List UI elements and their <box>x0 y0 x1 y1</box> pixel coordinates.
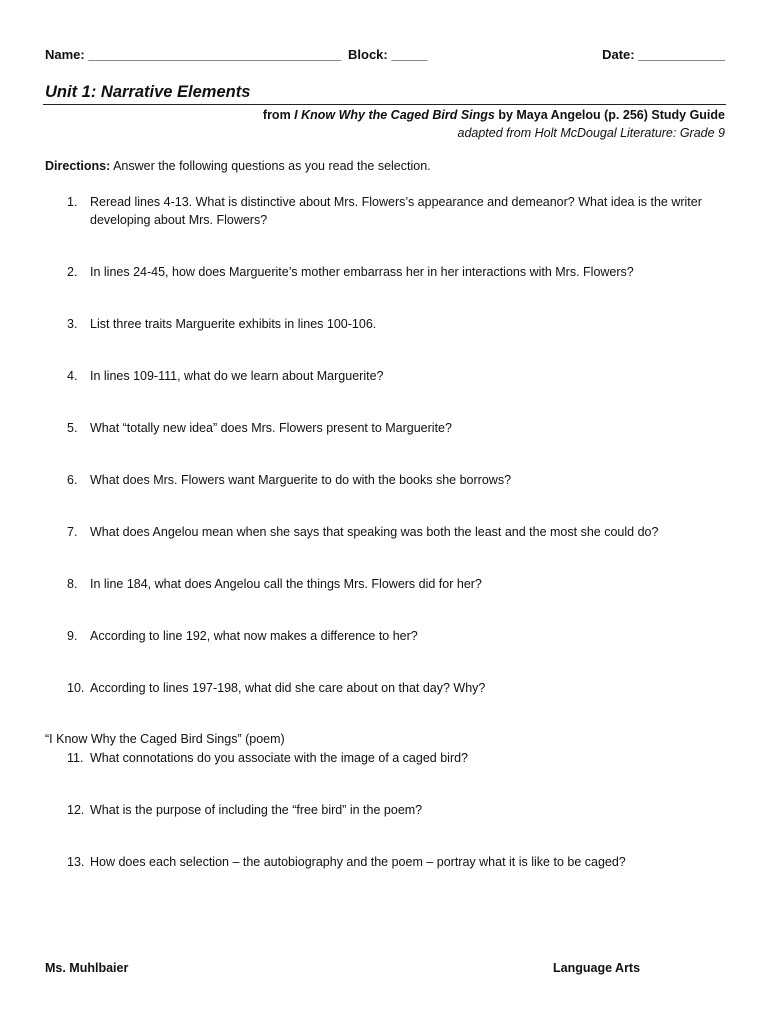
question-text: Reread lines 4-13. What is distinctive about Mrs. Flowers’s appearance and demeanor? What idea is the writer developing about Mrs. Flowers? <box>90 195 702 227</box>
question-number: 2. <box>67 265 78 279</box>
question-item <box>67 193 730 229</box>
question-text: What does Mrs. Flowers want Marguerite to do with the books she borrows? <box>90 473 512 487</box>
name-field-label: Name: ___________________________________ <box>45 47 342 62</box>
question-text: What connotations do you associate with the image of a caged bird? <box>90 751 469 765</box>
question-item <box>67 263 634 281</box>
footer-teacher: Ms. Muhlbaier <box>45 961 129 975</box>
question-text: According to line 192, what now makes a difference to her? <box>90 629 418 643</box>
footer-subject: Language Arts <box>553 961 641 975</box>
question-text: What does Angelou mean when she says that speaking was both the least and the most she could do? <box>90 525 659 539</box>
question-number: 9. <box>67 629 78 643</box>
question-item <box>67 749 468 767</box>
adapted-source: adapted from Holt McDougal Literature: Grade 9 <box>457 126 725 140</box>
question-text: What is the purpose of including the “free bird” in the poem? <box>90 803 423 817</box>
title-divider <box>43 104 726 105</box>
block-field-label: Block: _____ <box>348 47 428 62</box>
question-number: 8. <box>67 577 78 591</box>
subtitle-work-title: I Know Why the Caged Bird Sings <box>294 108 495 122</box>
question-text: In lines 24-45, how does Marguerite’s mother embarrass her in her interactions with Mrs. Flowers? <box>90 265 634 279</box>
question-text: In line 184, what does Angelou call the things Mrs. Flowers did for her? <box>90 577 482 591</box>
question-number: 3. <box>67 317 78 331</box>
question-item <box>67 575 482 593</box>
question-item <box>67 419 452 437</box>
question-number: 6. <box>67 473 78 487</box>
question-number: 11. <box>67 751 84 765</box>
question-number: 12. <box>67 803 85 817</box>
question-number: 13. <box>67 855 85 869</box>
question-text: List three traits Marguerite exhibits in lines 100-106. <box>90 317 377 331</box>
question-item <box>67 523 658 541</box>
question-number: 4. <box>67 369 78 383</box>
subtitle-rest: by Maya Angelou (p. 256) Study Guide <box>494 108 725 122</box>
question-item <box>67 853 626 871</box>
study-guide-subtitle <box>263 108 725 122</box>
page-title: Unit 1: Narrative Elements <box>45 83 251 101</box>
directions-text: Answer the following questions as you read the selection. <box>110 159 431 173</box>
date-field-label: Date: ____________ <box>602 47 725 62</box>
question-item <box>67 315 376 333</box>
subtitle-from: from <box>262 108 295 122</box>
directions <box>45 159 431 173</box>
question-item <box>67 801 422 819</box>
poem-heading: “I Know Why the Caged Bird Sings” (poem) <box>45 732 285 746</box>
question-item <box>67 367 383 385</box>
question-text: According to lines 197-198, what did she care about on that day? Why? <box>90 681 486 695</box>
question-number: 10. <box>67 681 85 695</box>
question-item <box>67 627 418 645</box>
question-text: How does each selection – the autobiography and the poem – portray what it is like to be caged? <box>90 855 626 869</box>
question-number: 5. <box>67 421 78 435</box>
question-item <box>67 471 511 489</box>
question-item <box>67 679 485 697</box>
question-text: In lines 109-111, what do we learn about Marguerite? <box>90 369 384 383</box>
question-number: 1. <box>67 195 78 209</box>
question-text: What “totally new idea” does Mrs. Flowers present to Marguerite? <box>90 421 452 435</box>
question-number: 7. <box>67 525 78 539</box>
directions-label: Directions: <box>45 159 111 173</box>
